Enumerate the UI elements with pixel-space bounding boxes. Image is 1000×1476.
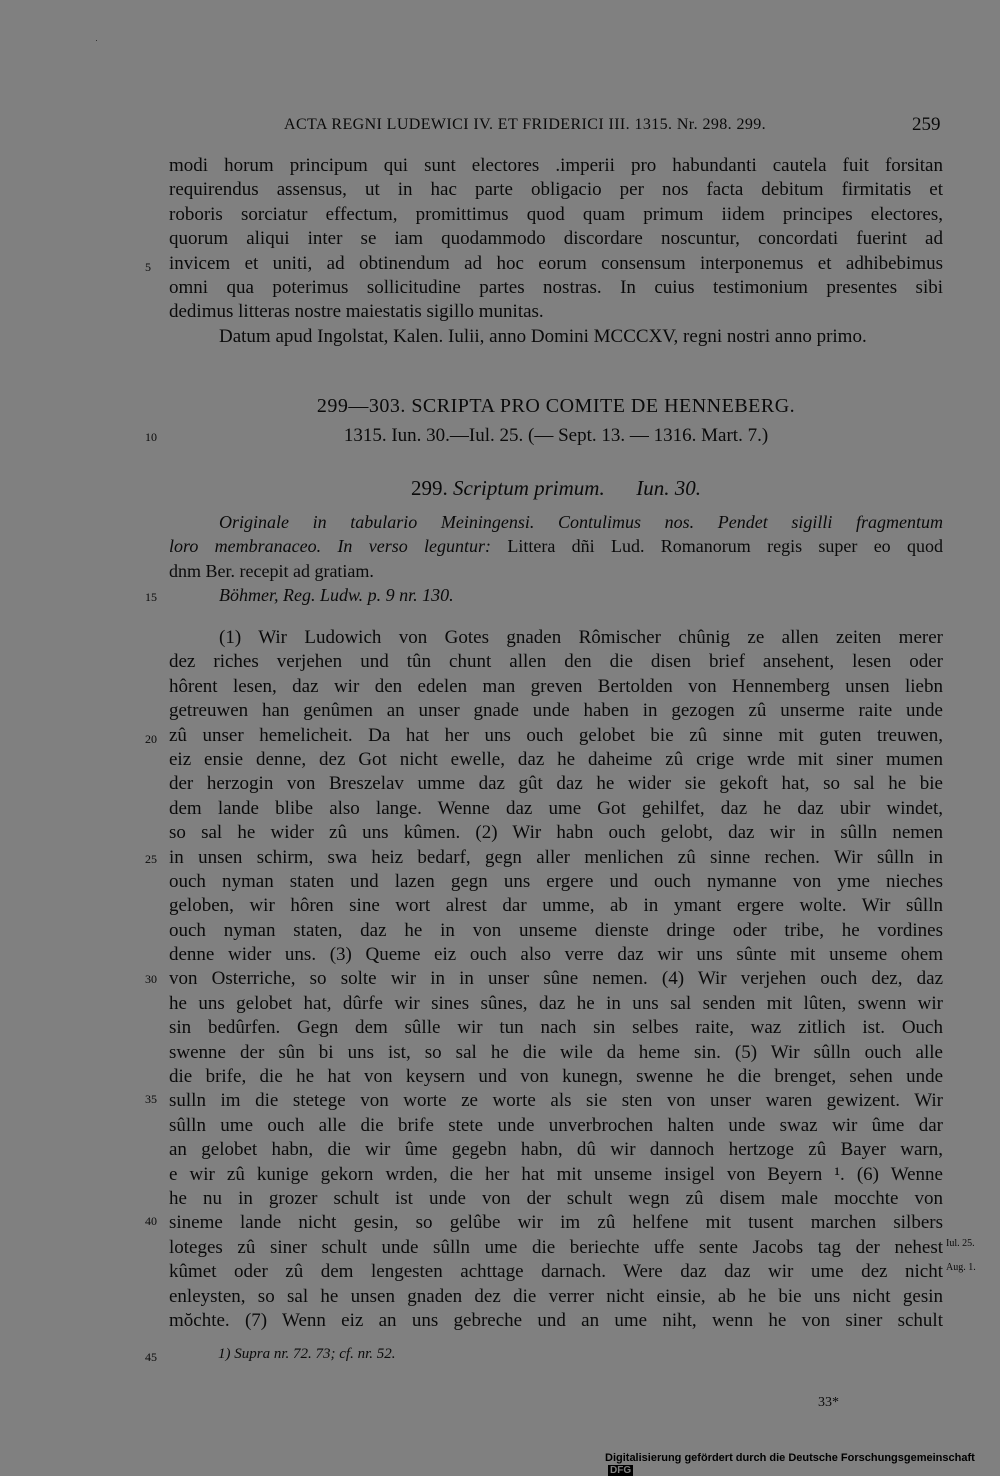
line-number: 15 [145, 590, 157, 604]
source-italic: loro membranaceo. In verso leguntur: [169, 536, 492, 557]
text-line: dedimus litteras nostre maiestatis sigillo munitas. [169, 301, 544, 323]
document-heading [169, 476, 943, 501]
line-number: 20 [145, 732, 157, 746]
text-line: e wir zû kunige gekorn wrden, die her hat mit unseme insigel von Beyern ¹. (6) Wenne [169, 1163, 943, 1185]
text-line: (1) Wir Ludowich von Gotes gnaden Rômischer chûnig ze allen zeiten merer [219, 627, 943, 648]
text-line: an gelobet habn, die wir ûme gegebn habn, dû wir dannoch hertzoge zû Bayer warn, [169, 1139, 943, 1161]
source-line [169, 534, 943, 558]
text-line: dez riches verjehen und tûn chunt allen den die disen brief ansehent, lesen oder [169, 651, 943, 673]
text-line: ouch nyman staten und lazen gegn uns ergere und ouch nymanne von yme nieches [169, 870, 943, 892]
text-line: kûmet oder zû dem lengesten achttage darnach. Were daz daz wir ume dez nicht [169, 1261, 943, 1283]
source-line: Originale in tabulario Meiningensi. Contulimus nos. Pendet sigilli fragmentum [219, 512, 943, 532]
text-line: eiz ensie denne, dez Got nicht ewelle, daz he daheime zû crige wrde mit siner mumen [169, 748, 943, 770]
text-line: geloben, wir hôren sine wort alrest dar umme, ab in ymant ergere wolte. Wir sûlln [169, 895, 943, 917]
text-line: he nu in grozer schult ist unde von der schult wegn zû disem male mocchte von [169, 1187, 943, 1209]
text-line: invicem et uniti, ad obtinendum ad hoc eorum consensum interponemus et adhibebimus [169, 252, 943, 274]
document-title: Scriptum primum. [453, 476, 605, 500]
funding-footer [605, 1452, 1000, 1476]
line-number: 25 [145, 852, 157, 866]
text-line: mŏchte. (7) Wenn eiz an uns gebreche und an ume niht, wenn he von siner schult [169, 1309, 943, 1331]
text-line: swenne der sûn bi uns ist, so sal he die wile da heme sin. (5) Wir sûlln ouch alle [169, 1041, 943, 1063]
line-number: 45 [145, 1350, 157, 1364]
text-line: omni qua poterimus sollicitudine partes nostras. In cuius testimonium presentes sibi [169, 276, 943, 298]
text-line: die brife, die he hat von keysern und von kunegn, swenne he die brenget, sehen unde [169, 1066, 943, 1088]
continuation-paragraph [169, 154, 943, 349]
source-line: dnm Ber. recepit ad gratiam. [169, 560, 374, 581]
text-line: requirendus assensus, ut in hac parte obligacio per nos facta debitum firmitatis et [169, 179, 943, 201]
text-line: sulln im die stetege von worte ze worte als sie sten von unser waren gewizent. Wir [169, 1090, 943, 1112]
text-line: he uns gelobet hat, dûrfe wir sines sûnes, daz he in uns sal senden mit lûten, swenn wir [169, 992, 943, 1014]
line-number: 5 [145, 260, 151, 274]
text-line: modi horum principum qui sunt electores .imperii pro habundanti cautela fuit forsitan [169, 155, 943, 176]
running-title: ACTA REGNI LUDEWICI IV. ET FRIDERICI III. 1315. Nr. 298. 299. [284, 116, 767, 133]
text-line: denne wider uns. (3) Queme eiz ouch also verre daz wir uns sûnte mit unseme ohem [169, 944, 943, 966]
footnote: 1) Supra nr. 72. 73; cf. nr. 52. [218, 1346, 396, 1362]
text-line: von Osterriche, so solte wir in in unser sûne nemen. (4) Wir verjehen ouch dez, daz [169, 968, 943, 990]
margin-date-note: Iul. 25. [946, 1238, 975, 1249]
line-number: 30 [145, 972, 157, 986]
text-line: sineme lande nicht gesin, so gelûbe wir im zû helfene mit tusent marchen silbers [169, 1212, 943, 1234]
margin-date-note: Aug. 1. [946, 1262, 976, 1273]
funding-text: Digitalisierung gefördert durch die Deutsche Forschungsgemeinschaft [605, 1452, 975, 1464]
text-line: roboris sorciatur effectum, promittimus quod quam primum iidem principes electores, [169, 203, 943, 225]
text-line: der herzogin von Breszelav umme daz gût daz he wider sie gekoft hat, so sal he bie [169, 773, 943, 795]
text-line: quorum aliqui inter se iam quodammodo discordare noscuntur, concordati fuerint ad [169, 228, 943, 250]
line-number: 35 [145, 1092, 157, 1106]
text-line: in unsen schirm, swa heiz bedarf, gegn aller menlichen zû sinne rechen. Wir sûlln in [169, 846, 943, 868]
scan-speck [96, 40, 97, 41]
text-line: ouch nyman staten, daz he in von unseme dienste dringe oder tribe, he vordines [169, 919, 943, 941]
text-line: zû unser hemelicheit. Da hat her uns ouch gelobet bie zû sinne mit guten treuwen, [169, 724, 943, 746]
section-dates: 1315. Iun. 30.—Iul. 25. (— Sept. 13. — 1316. Mart. 7.) [343, 425, 769, 446]
document-body [169, 626, 943, 1333]
dfg-logo: DFG [610, 1465, 632, 1476]
dating-clause: Datum apud Ingolstat, Kalen. Iulii, anno Domini MCCCXV, regni nostri anno primo. [219, 325, 867, 347]
text-line: enleysten, so sal he unsen gnaden dez die verrer nicht einsie, ab he bie uns nicht gesin [169, 1285, 943, 1307]
text-line: loteges zû siner schult unde sûlln ume die beriechte uffe sente Jacobs tag der nehest [169, 1236, 943, 1258]
text-line: so sal he wider zû uns kûmen. (2) Wir habn ouch gelobt, daz wir in sûlln nemen [169, 822, 943, 844]
document-number: 299. [411, 476, 448, 500]
signature-mark: 33* [818, 1395, 839, 1410]
section-heading: 299—303. SCRIPTA PRO COMITE DE HENNEBERG. [316, 395, 796, 417]
document-date: Iun. 30. [636, 476, 701, 500]
text-line: sin bedûrfen. Gegn dem sûlle wir tun nach sin selbes raite, waz zitlich ist. Ouch [169, 1017, 943, 1039]
text-line: sûlln ume ouch alle die brife stete unde unverbrochen halten unde swaz wir ûme dar [169, 1114, 943, 1136]
source-roman: Littera dñi Lud. Romanorum regis super eo quod [491, 536, 943, 557]
line-number: 40 [145, 1214, 157, 1228]
text-line: dem lande blibe also lange. Wenne daz ume Got gehilfet, daz he daz ubir windet, [169, 797, 943, 819]
line-number: 10 [145, 430, 157, 444]
page-number: 259 [912, 114, 941, 135]
source-note [169, 510, 943, 608]
text-line: getreuwen han genûmen an unser gnade unde haben in gezogen zû unserme raite unde [169, 700, 943, 722]
bibliography-reference: Böhmer, Reg. Ludw. p. 9 nr. 130. [219, 585, 454, 606]
text-line: hôrent lesen, daz wir den edelen man greven Bertolden von Hennemberg unsen liebn [169, 675, 943, 697]
